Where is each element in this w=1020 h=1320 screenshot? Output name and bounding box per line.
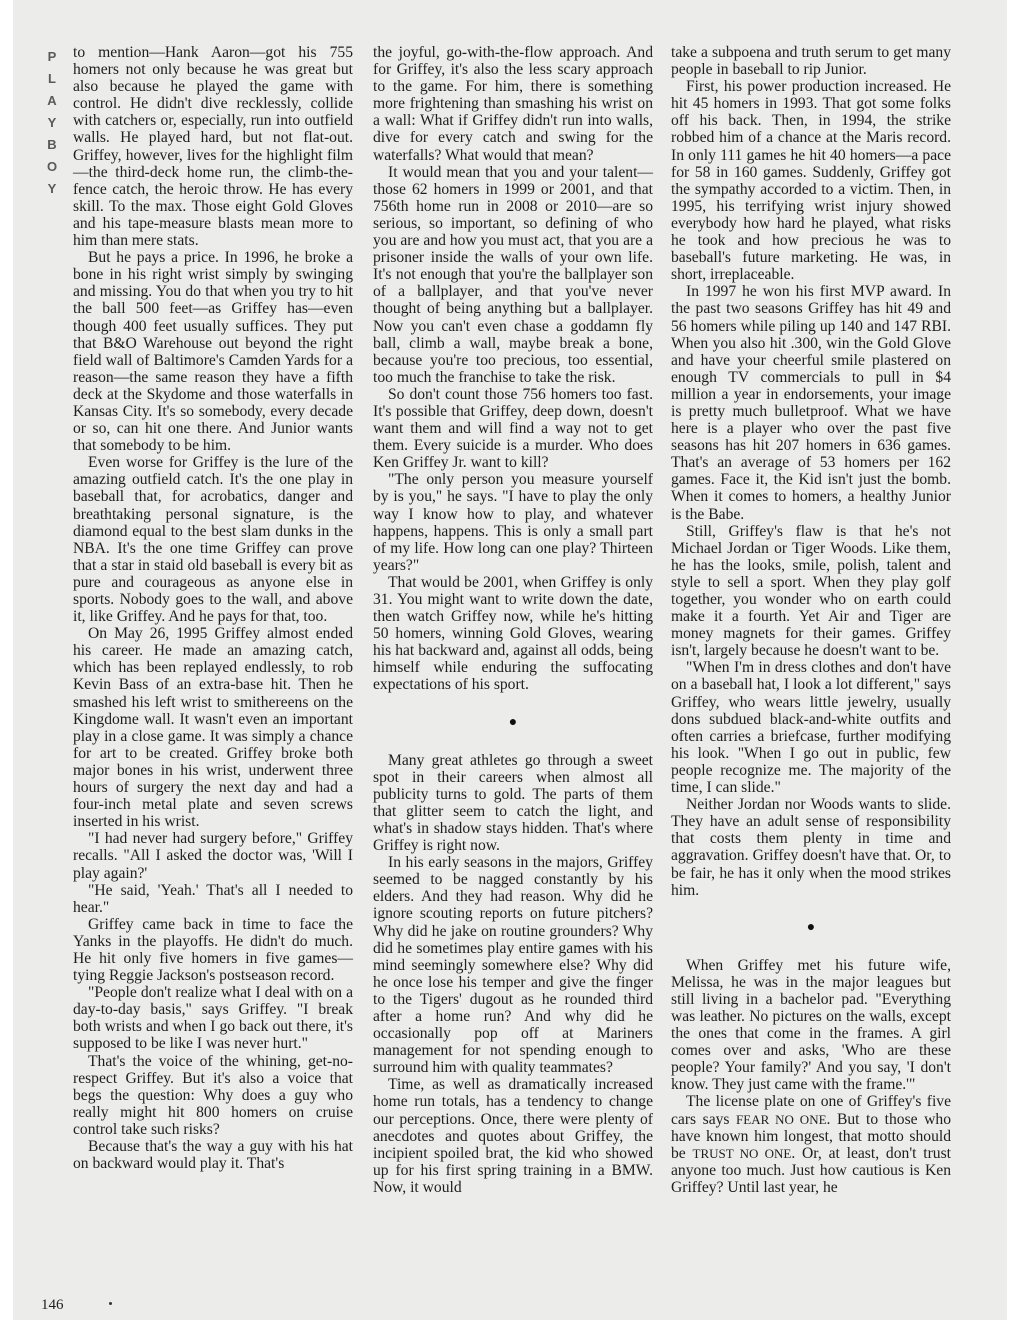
paragraph <box>671 1093 951 1196</box>
spine-letter: B <box>47 137 57 152</box>
paragraph: "People don't realize what I deal with on a day-to-day basis," says Griffey. "I break both wrists and when I go back out there, it's supposed to be like I was never hurt." <box>73 984 353 1053</box>
motto-text: TRUST NO ONE <box>692 1145 792 1161</box>
paragraph: In 1997 he won his first MVP award. In the past two seasons Griffey has hit 49 and 56 homers while piling up 140 and 147 RBI. When you also hit .300, win the Gold Glove and have your cheerful smile plastered on enough TV commercials to pull in $4 million a year in endorsements, your image is pretty much bulletproof. What we have here is a player who over the past five seasons has hit 207 homers in 636 games. That's an average of 53 homers per 162 games. Face it, the Kid isn't just the bomb. When it comes to homers, a healthy Junior is the Babe. <box>671 283 951 523</box>
paragraph: When Griffey met his future wife, Melissa, he was in the major leagues but still living in a bachelor pad. "Everything was leather. No pictures on the walls, except the ones that come in the frames. A girl comes over and asks, 'Who are these people? Your family?' And you say, 'I don't know. They just came with the frame.'" <box>671 956 951 1094</box>
magazine-name-spine <box>43 46 61 200</box>
spine-letter: A <box>47 93 57 108</box>
spine-letter: Y <box>47 115 57 130</box>
spine-letter: L <box>48 71 56 86</box>
paragraph: Many great athletes go through a sweet spot in their careers when almost all publicity turns to gold. The parts of them that glitter seem to catch the light, and what's in shadow stays hidden. That's where Griffey is right now. <box>373 751 653 855</box>
paragraph: It would mean that you and your talent—those 62 homers in 1999 or 2001, and that 756th home run in 2008 or 2010—are so serious, so important, so defining of who you are and how you must act, that you are a prisoner inside the walls of your own life. It's not enough that you're the ballplayer son of a ballplayer, and that you've never thought of being anything but a ballplayer. Now you can't even chase a goddamn fly ball, climb a wall, maybe break a bone, because you're too precious, too essential, too much the franchise to take the risk. <box>373 163 653 386</box>
magazine-page <box>13 0 1007 1320</box>
paragraph: That would be 2001, when Griffey is only 31. You might want to write down the date, then watch Griffey now, while he's hitting 50 homers, winning Gold Gloves, wearing his hat backward and, against all odds, being himself while enduring the suffocating expectations of his sport. <box>373 573 653 694</box>
text-run: . But to those who have known him longest, that motto should be <box>671 1110 951 1162</box>
text-run: The license plate on one of Griffey's five cars says <box>671 1093 951 1128</box>
text-column-1 <box>73 44 353 1172</box>
paragraph: On May 26, 1995 Griffey almost ended his career. He made an amazing catch, which has been replayed endlessly, to rob Kevin Bass of an extra-base hit. Then he smashed his left wrist to smithereens on the Kingdome wall. It wasn't even an important play in a close game. It was simply a chance for art to be created. Griffey broke both major bones in his wrist, underwent three hours of surgery the next day and had a four-inch metal plate and seven screws inserted in his wrist. <box>73 625 353 831</box>
spine-letter: O <box>46 159 58 174</box>
paragraph: So don't count those 756 homers too fast. It's possible that Griffey, deep down, doesn't want them and will find a way not to get them. Every suicide is a murder. Who does Ken Griffey Jr. want to kill? <box>373 385 653 472</box>
paragraph: Still, Griffey's flaw is that he's not Michael Jordan or Tiger Woods. Like them, he has the looks, smile, polish, talent and style to sell a sport. When they play golf together, you wonder who on earth could make it a fourth. Yet Air and Tiger are money magnets for their games. Griffey isn't, largely because he doesn't want to be. <box>671 522 951 660</box>
paragraph: Time, as well as dramatically increased home run totals, has a tendency to change our perceptions. Once, there were plenty of anecdotes and quotes about Griffey, the incipient spoiled brat, the kid who showed up for his first spring training in a BMW. Now, it would <box>373 1076 653 1196</box>
paragraph: "I had never had surgery before," Griffey recalls. "All I asked the doctor was, 'Will I play again?' <box>73 830 353 882</box>
paragraph: In his early seasons in the majors, Griffey seemed to be nagged constantly by his elders. And they had reason. Why did he ignore scouting reports on future pitchers? Why did he jake on routine grounders? Why did he sometimes play entire games with his mind seemingly somewhere else? Why did he once lose his temper and give the finger to the Tigers' dugout as he rounded third after a home run? And why did he occasionally pop off at Mariners management for not spending enough to surround him with quality teammates? <box>373 854 653 1077</box>
paragraph: take a subpoena and truth serum to get many people in baseball to rip Junior. <box>671 44 951 79</box>
paragraph: to mention—Hank Aaron—got his 755 homers not only because he was great but also because he played the game with control. He didn't dive recklessly, collide with catchers or, especially, run into outfield walls. He played hard, but not flat-out. Griffey, however, lives for the highlight film—the third-deck home run, the climb-the-fence catch, the heroic throw. He has every skill. To the max. Those eight Gold Gloves and his tape-measure blasts mean more to him than mere stats. <box>73 44 353 250</box>
text-column-2 <box>373 44 653 1196</box>
paragraph: First, his power production increased. He hit 45 homers in 1993. That got some folks off his back. Then, in 1994, the strike robbed him of a chance at the Maris record. In only 111 games he hit 40 homers—a pace for 58 in 160 games. Suddenly, Griffey got the sympathy accorded to a victim. Then, in 1995, his terrifying wrist injury showed everybody how hard he played, what risks he took and how precious he was to baseball's future marketing. He was, in short, irreplaceable. <box>671 78 951 284</box>
paragraph: That's the voice of the whining, get-no-respect Griffey. But it's also a voice that begs the question: Why does a guy who really might hit 800 homers on cruise control take such risks? <box>73 1052 353 1138</box>
spine-letter: P <box>47 49 57 64</box>
section-break-bullet: ● <box>806 919 816 935</box>
text-run: . Or, at least, don't trust anyone too much. Just how cautious is Ken Griffey? Until last year, he <box>671 1144 951 1196</box>
paragraph: "He said, 'Yeah.' That's all I needed to hear." <box>73 881 353 916</box>
paragraph: Because that's the way a guy with his hat on backward would play it. That's <box>73 1138 353 1173</box>
paragraph: But he pays a price. In 1996, he broke a bone in his right wrist simply by swinging and missing. You do that when you try to hit the ball 500 feet—as Griffey has—even though 400 feet usually suffices. They put that B&O Warehouse out beyond the right field wall of Baltimore's Camden Yards for a reason—the same reason they have a fifth deck at the Skydome and those waterfalls in Kansas City. It's so somebody, every decade or so, can hit one there. And Junior wants that somebody to be him. <box>73 249 353 455</box>
page-number: 146 <box>41 1297 64 1313</box>
print-mark <box>109 1302 112 1305</box>
paragraph: "When I'm in dress clothes and don't have on a baseball hat, I look a lot different," says Griffey, who wears little jewelry, usually dons subdued black-and-white outfits and often carries a briefcase, further modifying his look. "When I go out in public, few people recognize me. The majority of the time, I can slide." <box>671 659 951 797</box>
paragraph: "The only person you measure yourself by is you," he says. "I have to play the only way I know how to play, and whatever happens, happens. This is only a small part of my life. How long can one play? Thirteen years?" <box>373 471 653 574</box>
text-column-3 <box>671 44 951 1196</box>
paragraph: Even worse for Griffey is the lure of the amazing outfield catch. It's the one play in baseball that, for acrobatics, danger and breathtaking personal signature, is the diamond equal to the best slam dunks in the NBA. It's the one time Griffey can prove that a star in staid old baseball is every bit as pure and courageous as anyone else in sports. Nobody goes to the wall, and above it, like Griffey. And he pays for that, too. <box>73 454 353 626</box>
paragraph: Neither Jordan nor Woods wants to slide. They have an adult sense of responsibility that costs them plenty in time and aggravation. Griffey doesn't have that. Or, to be fair, he has it only when the mood strikes him. <box>671 796 951 899</box>
paragraph: Griffey came back in time to face the Yanks in the playoffs. He didn't do much. He hit only five homers in five games—tying Reggie Jackson's postseason record. <box>73 915 353 985</box>
paragraph: the joyful, go-with-the-flow approach. And for Griffey, it's also the less scary approach to the game. For him, there is something more frightening than smashing his wrist on a wall: What if Griffey didn't run into walls, dive for every catch and swing for the waterfalls? What would that mean? <box>373 44 653 164</box>
section-break-bullet: ● <box>508 714 518 730</box>
license-plate-text: FEAR NO ONE <box>736 1111 827 1127</box>
spine-letter: Y <box>47 181 57 196</box>
